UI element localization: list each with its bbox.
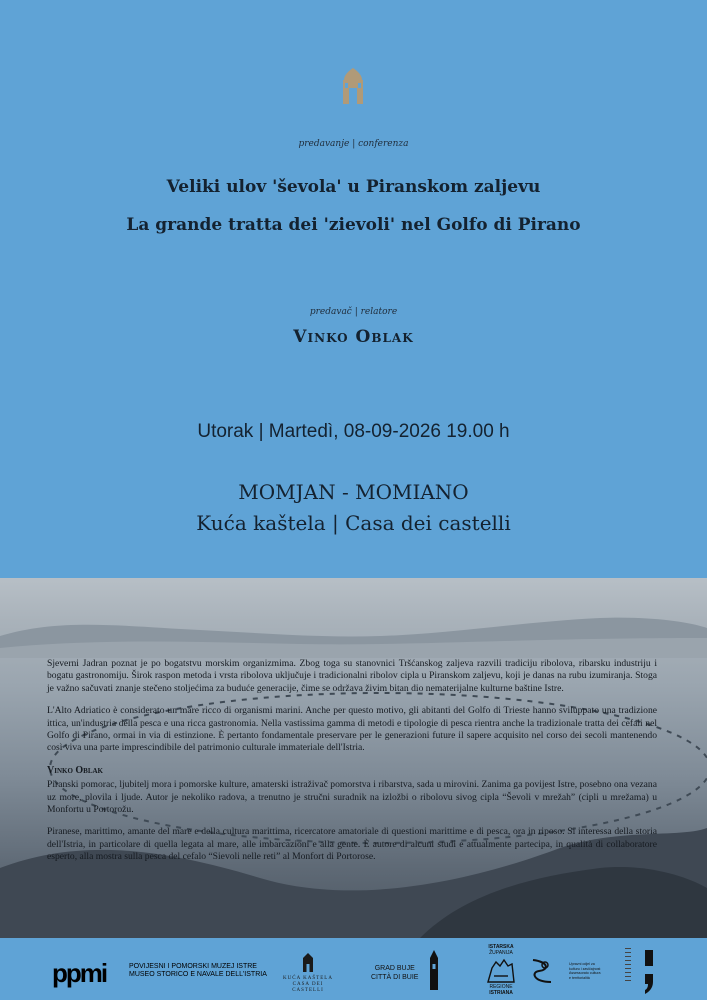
istarska-line-1: ISTARSKA xyxy=(488,944,514,950)
ppmi-name-hr: POVIJESNI I POMORSKI MUZEJ ISTRE xyxy=(129,963,257,970)
historical-photo-background xyxy=(0,578,707,938)
istarska-line-3: REGIONE xyxy=(489,984,513,990)
buje-name-hr: GRAD BUJE xyxy=(374,965,415,972)
buje-name-it: CITTÀ DI BUIE xyxy=(371,974,419,981)
culture-line-3: Assessorato cultura xyxy=(569,971,601,975)
speaker-name: Vinko Oblak xyxy=(293,327,414,347)
ppmi-logo-icon: ppmi xyxy=(52,958,107,988)
description-text xyxy=(47,658,657,874)
kastela-logo xyxy=(278,952,338,994)
event-datetime: Utorak | Martedì, 08-09-2026 19.00 h xyxy=(197,421,510,442)
kastela-name-it: CASA DEI CASTELLI xyxy=(292,982,324,993)
culture-department-name xyxy=(569,962,609,980)
event-venue: Kuća kaštela | Casa dei castelli xyxy=(196,511,511,535)
istria-goat-crest-icon xyxy=(486,958,516,984)
partner-logo-icon xyxy=(623,944,659,996)
istarska-name xyxy=(482,944,520,956)
culture-department-icon xyxy=(529,956,555,986)
buje-name xyxy=(371,964,418,982)
event-place-name: MOMJAN - MOMIANO xyxy=(238,480,469,504)
title-italian: La grande tratta dei 'zievoli' nel Golfo di Pirano xyxy=(126,215,581,235)
istarska-line-4: ISTRIANA xyxy=(489,990,513,996)
title-croatian: Veliki ulov 'ševola' u Piranskom zaljevu xyxy=(166,177,541,197)
culture-line-4: e territorialità xyxy=(569,975,590,980)
author-bio-italian: Piranese, marittimo, amante del mare e della cultura marittima, ricercatore amatoriale di questioni marittime e di pesca, ora in riposo. Si interessa della storia dell'Istria, in particolare di quella legata al mare, alle imbarcazioni e alla gente. È autore di alcuni studi e attualmente partecipa, in qualità di collaboratore esperto, alla mostra sulla pesca del cefalo “Sievoli nelle reti” al Monfort di Portorose. xyxy=(47,826,657,863)
event-type-label: predavanje | conferenza xyxy=(298,139,409,149)
sponsor-footer xyxy=(0,938,707,1000)
kastela-castle-icon xyxy=(300,952,316,972)
ppmi-name xyxy=(129,963,267,979)
culture-line-1: Upravni odjel za xyxy=(569,962,595,966)
author-heading: Vinko Oblak xyxy=(47,764,104,776)
description-croatian: Sjeverni Jadran poznat je po bogatstvu morskim organizmima. Zbog toga su stanovnici Tršćanskog zaljeva razvili tradiciju ribolova, ribarsku industriju i bogatu gastronomiju. Širok raspon metoda i vrsta ribolova uključuje i tradicionalni ribolov cipla u Piranskom zaljevu, koji je danas na rubu izumiranja. Stoga je važno sačuvati znanje stečeno stoljećima za buduće generacije, čime se održava živim bitan dio nematerijalne kulturne baštine Istre. xyxy=(47,658,657,694)
kastela-name-hr: KUĆA KAŠTELA xyxy=(283,976,333,981)
istarska-name-it xyxy=(482,984,520,996)
buje-tower-icon xyxy=(427,950,441,990)
castle-logo-icon xyxy=(338,66,368,108)
description-italian: L'Alto Adriatico è considerato un mare ricco di organismi marini. Anche per questo motivo, gli abitanti del Golfo di Trieste hanno sviluppato una tradizione ittica, un'industria della pesca e una ricca gastronomia. Nella vastissima gamma di metodi e tipologie di pesca rientra anche la tradizionale tratta dei cefali nel Golfo di Pirano, ormai in via di estinzione. È pertanto fondamentale preservare per le generazioni future il sapere acquisito nel corso dei secoli mantenendo così viva una parte imprescindibile del patrimonio culturale immateriale dell'Istria. xyxy=(47,705,657,754)
ppmi-name-it: MUSEO STORICO E NAVALE DELL'ISTRIA xyxy=(129,971,267,978)
culture-line-2: kulturu i zavičajnost xyxy=(569,966,601,971)
speaker-label: predavač | relatore xyxy=(309,307,398,317)
istarska-line-2: ŽUPANIJA xyxy=(489,950,513,956)
author-bio-croatian: Piranski pomorac, ljubitelj mora i pomorske kulture, amaterski istraživač pomorstva i ribarstva, sada u mirovini. Zanima ga povijest Istre, posebno ona vezana uz more, plovila i ljude. Autor je nekoliko radova, a trenutno je stručni suradnik na izložbi o ribolovu sivog cipla “Ševoli v mrežah” (cipli u mrežama) u Monfortu u Portorožu. xyxy=(47,779,657,816)
